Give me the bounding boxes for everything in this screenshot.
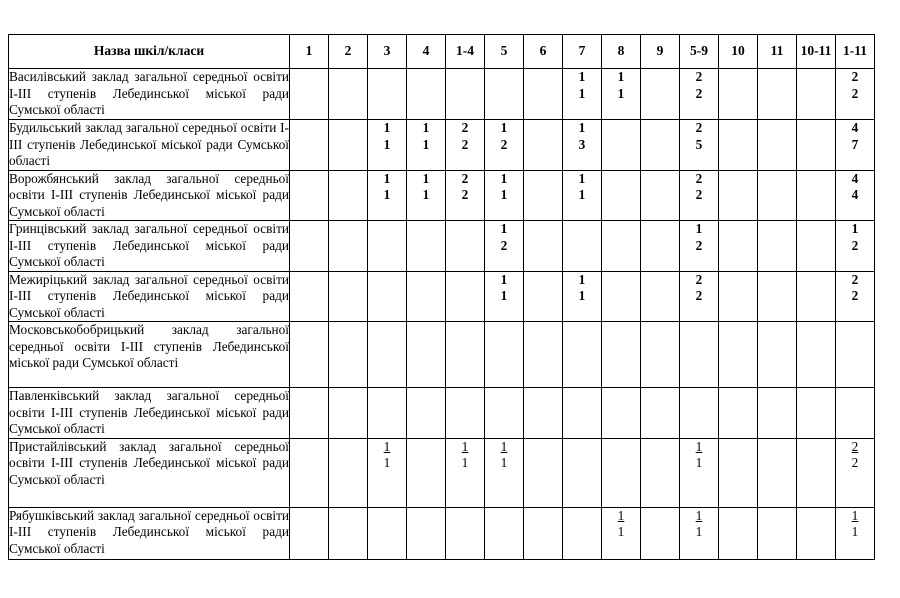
cell-value-top: 2 xyxy=(851,271,859,287)
cell-5 xyxy=(485,170,524,221)
cell-7 xyxy=(563,120,602,171)
cell-value-bottom: 1 xyxy=(695,455,703,470)
cell-9 xyxy=(641,170,680,221)
cell-6 xyxy=(524,170,563,221)
cell-4 xyxy=(407,507,446,559)
cell-value-bottom: 2 xyxy=(461,136,469,152)
cell-value-top: 1 xyxy=(695,507,703,523)
cell-3 xyxy=(368,322,407,388)
cell-value-bottom: 2 xyxy=(461,187,469,202)
cell-5-9 xyxy=(680,507,719,559)
cell-value-bottom: 1 xyxy=(422,187,430,202)
cell-7 xyxy=(563,388,602,439)
cell-value-bottom: 1 xyxy=(578,85,586,101)
cell-value-top: 1 xyxy=(578,271,586,287)
cell-11 xyxy=(758,507,797,559)
cell-6 xyxy=(524,120,563,171)
cell-4 xyxy=(407,438,446,507)
cell-1 xyxy=(290,69,329,120)
cell-value-bottom: 1 xyxy=(578,288,586,303)
cell-value-top: 1 xyxy=(851,507,859,523)
cell-value-bottom: 2 xyxy=(500,237,508,253)
cell-10 xyxy=(719,507,758,559)
school-name: Ворожбянський заклад загальної середньої освіти І-ІІІ ступенів Лебединської міської ради Сумської області xyxy=(9,170,289,219)
header-col-10: 10 xyxy=(719,35,758,69)
cell-1-11 xyxy=(836,507,875,559)
cell-3 xyxy=(368,221,407,272)
table-row xyxy=(9,69,875,120)
cell-5-9 xyxy=(680,438,719,507)
cell-value-top: 2 xyxy=(461,170,469,186)
cell-5 xyxy=(485,120,524,171)
cell-value-bottom: 1 xyxy=(500,288,508,303)
cell-2 xyxy=(329,120,368,171)
cell-value-top: 1 xyxy=(422,120,430,135)
cell-5 xyxy=(485,388,524,439)
cell-2 xyxy=(329,271,368,322)
cell-value-bottom: 4 xyxy=(851,187,859,202)
cell-value-top: 2 xyxy=(695,69,703,84)
cell-value-top: 1 xyxy=(383,120,391,135)
cell-10-11 xyxy=(797,221,836,272)
cell-1-4 xyxy=(446,507,485,559)
header-col-9: 9 xyxy=(641,35,680,69)
cell-value-bottom: 1 xyxy=(422,136,430,152)
cell-5-9 xyxy=(680,388,719,439)
cell-11 xyxy=(758,120,797,171)
cell-9 xyxy=(641,322,680,388)
table-body xyxy=(9,69,875,560)
cell-2 xyxy=(329,69,368,120)
cell-1-4 xyxy=(446,120,485,171)
cell-1-4 xyxy=(446,221,485,272)
cell-10 xyxy=(719,438,758,507)
cell-value-top: 2 xyxy=(695,170,703,186)
cell-5 xyxy=(485,271,524,322)
cell-value-top: 1 xyxy=(422,170,430,186)
cell-5-9 xyxy=(680,322,719,388)
cell-1-11 xyxy=(836,120,875,171)
cell-9 xyxy=(641,120,680,171)
cell-1 xyxy=(290,221,329,272)
cell-7 xyxy=(563,69,602,120)
cell-10-11 xyxy=(797,271,836,322)
cell-2 xyxy=(329,170,368,221)
cell-3 xyxy=(368,271,407,322)
cell-value-bottom: 1 xyxy=(383,455,391,470)
cell-1-4 xyxy=(446,170,485,221)
cell-7 xyxy=(563,271,602,322)
cell-value-top: 1 xyxy=(383,438,391,454)
cell-4 xyxy=(407,271,446,322)
school-name: Гринцівський заклад загальної середньої освіти І-ІІІ ступенів Лебединської міської ради Сумської області xyxy=(9,221,289,269)
cell-11 xyxy=(758,271,797,322)
cell-9 xyxy=(641,221,680,272)
cell-10 xyxy=(719,170,758,221)
cell-3 xyxy=(368,170,407,221)
cell-1 xyxy=(290,120,329,171)
cell-10 xyxy=(719,388,758,439)
cell-6 xyxy=(524,322,563,388)
cell-3 xyxy=(368,120,407,171)
cell-value-top: 4 xyxy=(851,120,859,135)
cell-6 xyxy=(524,221,563,272)
cell-2 xyxy=(329,507,368,559)
cell-11 xyxy=(758,322,797,388)
cell-value-bottom: 1 xyxy=(617,85,625,101)
header-col-1-4: 1-4 xyxy=(446,35,485,69)
cell-1 xyxy=(290,388,329,439)
cell-value-bottom: 1 xyxy=(851,524,859,539)
cell-value-bottom: 1 xyxy=(500,187,508,202)
header-col-10-11: 10-11 xyxy=(797,35,836,69)
cell-6 xyxy=(524,271,563,322)
cell-value-bottom: 1 xyxy=(383,136,391,152)
cell-4 xyxy=(407,120,446,171)
cell-4 xyxy=(407,69,446,120)
cell-8 xyxy=(602,438,641,507)
header-col-4: 4 xyxy=(407,35,446,69)
cell-8 xyxy=(602,507,641,559)
school-name: Будильський заклад загальної середньої освіти І-ІІІ ступенів Лебединської міської ради Сумської області xyxy=(9,120,289,168)
cell-5-9 xyxy=(680,170,719,221)
header-col-5: 5 xyxy=(485,35,524,69)
cell-value-bottom: 1 xyxy=(500,455,508,470)
header-col-2: 2 xyxy=(329,35,368,69)
cell-1-11 xyxy=(836,388,875,439)
table-row xyxy=(9,322,875,388)
school-name: Павленківський заклад загальної середньої освіти І-ІІІ ступенів Лебединської міської ради Сумської області xyxy=(9,388,289,436)
cell-value-top: 1 xyxy=(500,170,508,186)
cell-value-bottom: 2 xyxy=(695,85,703,101)
header-col-1-11: 1-11 xyxy=(836,35,875,69)
cell-7 xyxy=(563,221,602,272)
cell-value-top: 1 xyxy=(578,170,586,186)
cell-3 xyxy=(368,507,407,559)
table-row xyxy=(9,221,875,272)
cell-5-9 xyxy=(680,120,719,171)
cell-7 xyxy=(563,438,602,507)
cell-1-4 xyxy=(446,69,485,120)
school-name: Василівський заклад загальної середньої освіти І-ІІІ ступенів Лебединської міської ради Сумської області xyxy=(9,69,290,120)
cell-11 xyxy=(758,388,797,439)
cell-5 xyxy=(485,322,524,388)
cell-8 xyxy=(602,388,641,439)
cell-value-top: 2 xyxy=(851,438,859,454)
cell-value-bottom: 2 xyxy=(851,237,859,253)
cell-1-11 xyxy=(836,438,875,507)
cell-value-top: 4 xyxy=(851,170,859,186)
cell-value-bottom: 2 xyxy=(695,237,703,253)
cell-5-9 xyxy=(680,221,719,272)
cell-value-top: 1 xyxy=(617,507,625,523)
cell-1-11 xyxy=(836,170,875,221)
cell-5 xyxy=(485,507,524,559)
cell-8 xyxy=(602,170,641,221)
school-name: Рябушківський заклад загальної середньої освіти І-ІІІ ступенів Лебединської міської ради Сумської області xyxy=(9,507,290,559)
cell-value-top: 1 xyxy=(500,438,508,454)
cell-1-4 xyxy=(446,438,485,507)
cell-1 xyxy=(290,322,329,388)
cell-value-top: 1 xyxy=(851,221,859,236)
header-row xyxy=(9,35,875,69)
cell-10 xyxy=(719,271,758,322)
cell-10-11 xyxy=(797,388,836,439)
header-col-1: 1 xyxy=(290,35,329,69)
cell-8 xyxy=(602,271,641,322)
cell-value-bottom: 2 xyxy=(695,187,703,202)
cell-value-bottom: 1 xyxy=(383,187,391,202)
cell-value-top: 1 xyxy=(461,438,469,454)
cell-5 xyxy=(485,221,524,272)
cell-value-top: 1 xyxy=(500,271,508,287)
cell-3 xyxy=(368,69,407,120)
cell-6 xyxy=(524,438,563,507)
cell-10 xyxy=(719,221,758,272)
header-col-8: 8 xyxy=(602,35,641,69)
cell-9 xyxy=(641,271,680,322)
cell-9 xyxy=(641,69,680,120)
cell-1-11 xyxy=(836,271,875,322)
cell-10-11 xyxy=(797,507,836,559)
cell-3 xyxy=(368,438,407,507)
cell-value-bottom: 2 xyxy=(695,288,703,303)
cell-value-top: 2 xyxy=(461,120,469,135)
cell-11 xyxy=(758,170,797,221)
cell-9 xyxy=(641,507,680,559)
cell-10-11 xyxy=(797,170,836,221)
cell-1-11 xyxy=(836,221,875,272)
cell-6 xyxy=(524,388,563,439)
cell-4 xyxy=(407,221,446,272)
cell-10-11 xyxy=(797,438,836,507)
cell-8 xyxy=(602,69,641,120)
cell-value-bottom: 2 xyxy=(851,455,859,470)
cell-3 xyxy=(368,388,407,439)
cell-10-11 xyxy=(797,120,836,171)
cell-1-4 xyxy=(446,322,485,388)
header-col-6: 6 xyxy=(524,35,563,69)
cell-value-bottom: 5 xyxy=(695,136,703,152)
cell-value-bottom: 1 xyxy=(695,524,703,539)
school-name: Московськобобрицький заклад загальної середньої освіти І-ІІІ ступенів Лебединської міської ради Сумської області xyxy=(9,322,290,388)
cell-5 xyxy=(485,69,524,120)
cell-5 xyxy=(485,438,524,507)
cell-value-top: 1 xyxy=(695,438,703,454)
cell-8 xyxy=(602,120,641,171)
cell-5-9 xyxy=(680,69,719,120)
cell-4 xyxy=(407,322,446,388)
cell-1 xyxy=(290,438,329,507)
cell-value-top: 2 xyxy=(695,120,703,135)
cell-6 xyxy=(524,507,563,559)
cell-11 xyxy=(758,69,797,120)
cell-11 xyxy=(758,438,797,507)
cell-1-11 xyxy=(836,322,875,388)
cell-4 xyxy=(407,388,446,439)
table-row xyxy=(9,438,875,507)
cell-7 xyxy=(563,322,602,388)
cell-2 xyxy=(329,221,368,272)
cell-7 xyxy=(563,170,602,221)
cell-value-top: 1 xyxy=(500,221,508,236)
cell-5-9 xyxy=(680,271,719,322)
header-col-11: 11 xyxy=(758,35,797,69)
cell-value-top: 1 xyxy=(617,69,625,84)
cell-9 xyxy=(641,438,680,507)
cell-2 xyxy=(329,438,368,507)
table-row xyxy=(9,170,875,221)
cell-1 xyxy=(290,507,329,559)
header-col-7: 7 xyxy=(563,35,602,69)
cell-value-top: 1 xyxy=(578,69,586,84)
cell-value-top: 1 xyxy=(383,170,391,186)
cell-1-4 xyxy=(446,388,485,439)
cell-4 xyxy=(407,170,446,221)
cell-value-bottom: 1 xyxy=(461,455,469,470)
cell-11 xyxy=(758,221,797,272)
table-row xyxy=(9,507,875,559)
cell-6 xyxy=(524,69,563,120)
table-row xyxy=(9,120,875,171)
cell-10 xyxy=(719,69,758,120)
cell-value-bottom: 2 xyxy=(851,288,859,303)
cell-value-top: 1 xyxy=(578,120,586,135)
table-row xyxy=(9,388,875,439)
cell-1-4 xyxy=(446,271,485,322)
cell-value-bottom: 1 xyxy=(578,187,586,202)
cell-10 xyxy=(719,120,758,171)
cell-value-bottom: 3 xyxy=(578,136,586,152)
cell-10 xyxy=(719,322,758,388)
cell-2 xyxy=(329,322,368,388)
cell-value-bottom: 2 xyxy=(500,136,508,152)
header-school-name: Назва шкіл/класи xyxy=(9,35,290,69)
cell-8 xyxy=(602,221,641,272)
cell-10-11 xyxy=(797,69,836,120)
school-name: Пристайлівський заклад загальної середньої освіти І-ІІІ ступенів Лебединської міської ради Сумської області xyxy=(9,438,290,507)
header-col-5-9: 5-9 xyxy=(680,35,719,69)
cell-8 xyxy=(602,322,641,388)
cell-1-11 xyxy=(836,69,875,120)
cell-1 xyxy=(290,271,329,322)
school-classes-table xyxy=(8,34,875,560)
table-row xyxy=(9,271,875,322)
cell-value-top: 2 xyxy=(851,69,859,84)
cell-1 xyxy=(290,170,329,221)
cell-9 xyxy=(641,388,680,439)
cell-value-top: 2 xyxy=(695,271,703,287)
cell-value-bottom: 2 xyxy=(851,85,859,101)
cell-7 xyxy=(563,507,602,559)
school-name: Межиріцький заклад загальної середньої освіти І-ІІІ ступенів Лебединської міської ради Сумської області xyxy=(9,271,289,320)
header-col-3: 3 xyxy=(368,35,407,69)
cell-value-top: 1 xyxy=(500,120,508,135)
cell-10-11 xyxy=(797,322,836,388)
cell-2 xyxy=(329,388,368,439)
cell-value-top: 1 xyxy=(695,221,703,236)
cell-value-bottom: 1 xyxy=(617,524,625,539)
cell-value-bottom: 7 xyxy=(851,136,859,152)
